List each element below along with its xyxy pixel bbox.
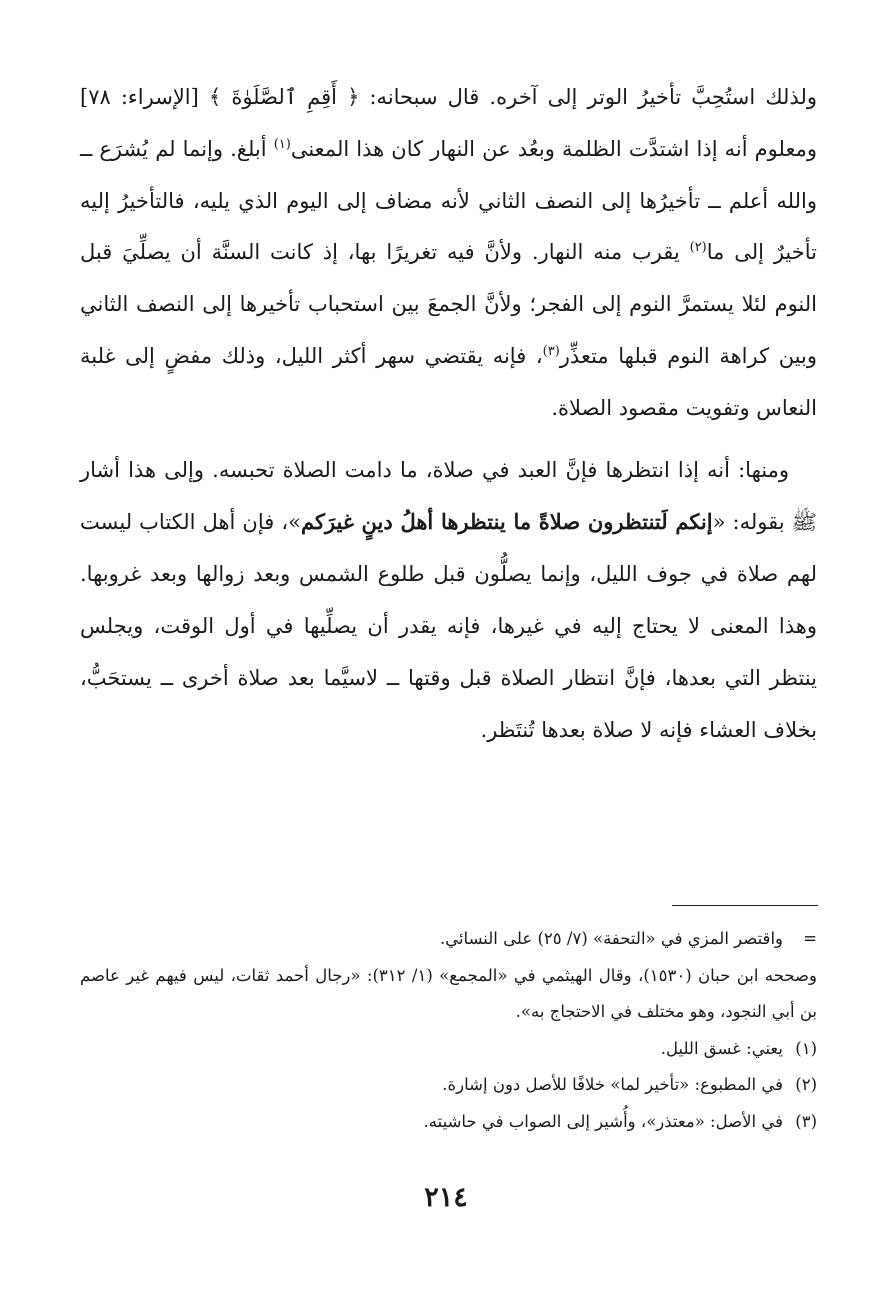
main-text (80, 72, 817, 756)
footnote-2-marker: (٢) (795, 1075, 817, 1094)
paragraph-2 (80, 445, 817, 757)
footnote-3 (80, 1104, 817, 1141)
paragraph-2-part-b: »، فإن أهل الكتاب ليست لهم صلاة في جوف الليل، وإنما يصلُّون قبل طلوع الشمس وبعد زوالها وبعد غروبها. وهذا المعنى لا يحتاج إليه في غيرها، فإنه يقدر أن يصلِّيها في أول الوقت، ويجلس ينتظر التي بعدها، فإنَّ انتظار الصلاة قبل وقتها ــ لاسيَّما بعد صلاة أخرى ــ يستحَبُّ، بخلاف العشاء فإنه لا صلاة بعدها تُنتَظر. (80, 510, 817, 742)
footnote-3-text: في الأصل: «معتذر»، وأُشير إلى الصواب في حاشيته. (423, 1111, 783, 1131)
footnote-2 (80, 1067, 817, 1104)
footnote-divider (672, 905, 818, 906)
footnote-ref-1[interactable]: (١) (273, 136, 291, 152)
paragraph-1-part-c: يقرب منه النهار. ولأنَّ فيه تغريرًا بها، إذ كانت السنَّة أن يصلِّيَ قبل النوم لئلا يستمرَّ النوم إلى الفجر؛ ولأنَّ الجمعَ بين استحباب تأخيرها إلى النصف الثاني وبين كراهة النوم قبلها متعذِّر (80, 240, 817, 368)
footnote-continuation-2 (80, 958, 817, 1031)
footnote-continuation-1 (80, 921, 817, 958)
hadith-quote: إنكم لَتنتظرون صلاةً ما ينتظرها أهلُ دينٍ غيرَكم (300, 509, 713, 535)
paragraph-1-part-a: ولذلك استُحِبَّ تأخيرُ الوتر إلى آخره. قال سبحانه: ﴿ أَقِمِ ٱلصَّلَوٰةَ ﴾ [الإسراء: ٧٨] ومعلوم أنه إذا اشتدَّت الظلمة وبعُد عن النهار كان هذا المعنى (80, 85, 817, 161)
footnote-1 (80, 1031, 817, 1068)
paragraph-1 (80, 72, 817, 435)
footnote-ref-2[interactable]: (٢) (689, 240, 707, 256)
paragraph-1-part-b: أبلغ. وإنما لم يُشرَع ــ والله أعلم ــ تأخيرُها إلى النصف الثاني لأنه مضاف إلى اليوم الذي يليه، فالتأخيرُ إليه تأخيرٌ إلى ما (80, 136, 817, 265)
page-number: ٢١٤ (424, 1182, 468, 1213)
paragraph-1-part-d: ، فإنه يقتضي سهر أكثر الليل، وذلك مفضٍ إلى غلبة النعاس وتفويت مقصود الصلاة. (80, 343, 817, 420)
footnote-2-text: في المطبوع: «تأخير لما» خلافًا للأصل دون إشارة. (442, 1075, 783, 1094)
footnote-1-marker: (١) (795, 1038, 817, 1058)
footnote-1-text: يعني: غسق الليل. (660, 1038, 783, 1058)
footnote-3-marker: (٣) (795, 1111, 817, 1131)
footnote-ref-3[interactable]: (٣) (542, 343, 560, 359)
footnote-continuation-text-1: واقتصر المزي في «التحفة» (٧/ ٢٥) على النسائي. (439, 929, 783, 948)
footnotes (80, 921, 817, 1140)
continuation-marker: = (803, 929, 817, 948)
paragraph-2-part-a: ومنها: أنه إذا انتظرها فإنَّ العبد في صلاة، ما دامت الصلاة تحبسه. وإلى هذا أشار ﷺ بقوله: « (80, 457, 817, 535)
footnote-continuation-text-2: وصححه ابن حبان (١٥٣٠)، وقال الهيثمي في «المجمع» (١/ ٣١٢): «رجال أحمد ثقات، ليس فيهم غير عاصم بن أبي النجود، وهو مختلف في الاحتجاج به». (80, 965, 817, 1021)
